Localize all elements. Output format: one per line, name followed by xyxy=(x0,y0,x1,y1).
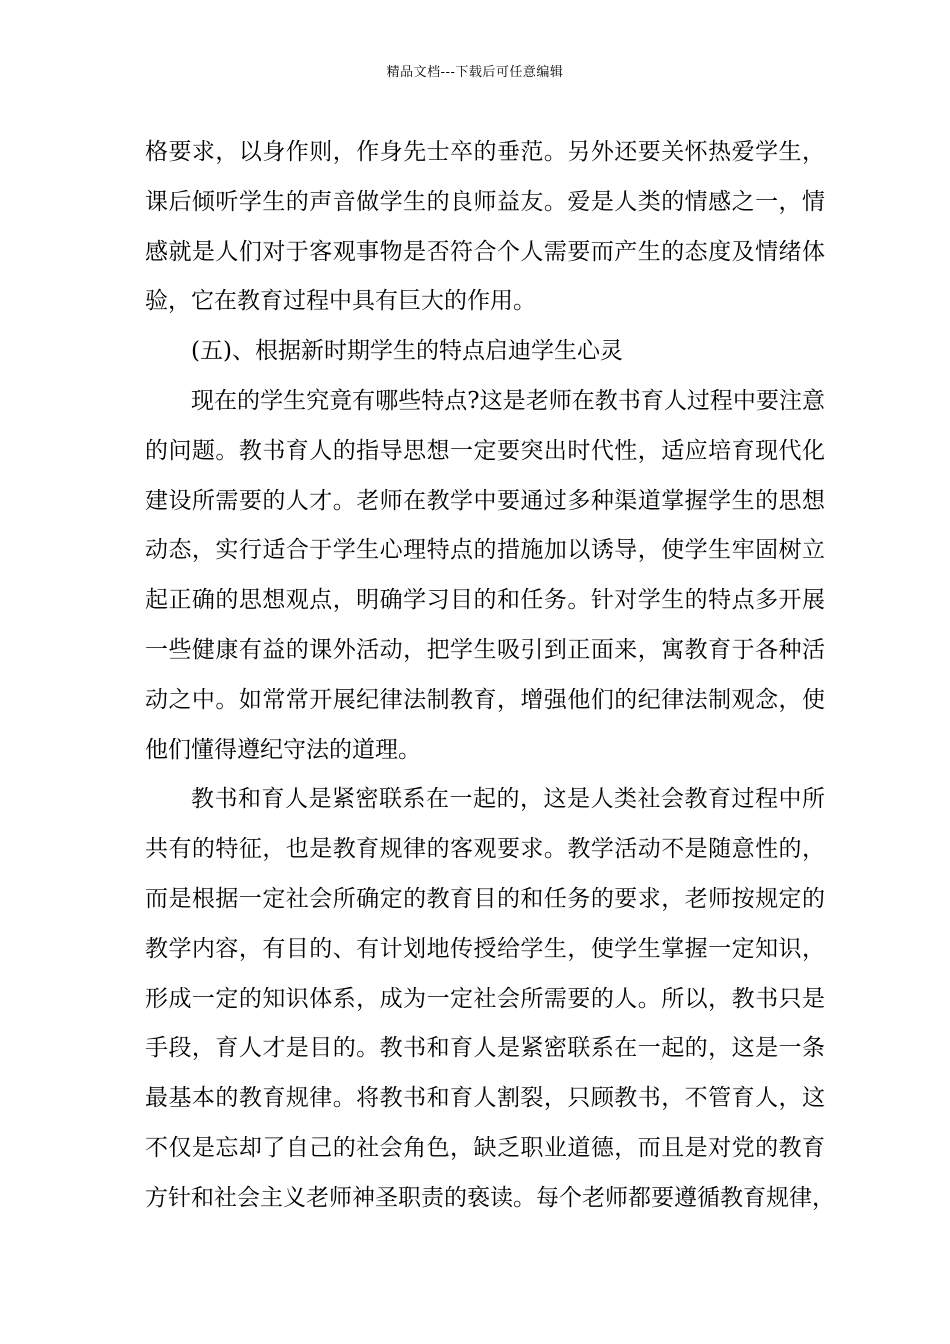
text-line: 最基本的教育规律。将教书和育人割裂，只顾教书，不管育人，这 xyxy=(145,1085,825,1112)
text-line: 感就是人们对于客观事物是否符合个人需要而产生的态度及情绪体 xyxy=(145,238,825,265)
text-line: 建设所需要的人才。老师在教学中要通过多种渠道掌握学生的思想 xyxy=(145,487,825,514)
text-line: 共有的特征，也是教育规律的客观要求。教学活动不是随意性的， xyxy=(145,836,825,863)
text-line: 课后倾听学生的声音做学生的良师益友。爱是人类的情感之一，情 xyxy=(145,188,825,215)
text-line: 动之中。如常常开展纪律法制教育，增强他们的纪律法制观念，使 xyxy=(145,686,825,713)
page-header: 精品文档---下载后可任意编辑 xyxy=(386,65,564,80)
text-line: 教学内容，有目的、有计划地传授给学生，使学生掌握一定知识， xyxy=(145,935,825,962)
text-line: 方针和社会主义老师神圣职责的亵读。每个老师都要遵循教育规律， xyxy=(145,1184,835,1211)
text-line: 现在的学生究竟有哪些特点?这是老师在教书育人过程中要注意 xyxy=(191,387,825,414)
text-line: 教书和育人是紧密联系在一起的，这是人类社会教育过程中所 xyxy=(191,786,825,813)
text-line: 一些健康有益的课外活动，把学生吸引到正面来，寓教育于各种活 xyxy=(145,636,825,663)
text-line: 手段，育人才是目的。教书和育人是紧密联系在一起的，这是一条 xyxy=(145,1035,825,1062)
text-line: 形成一定的知识体系，成为一定社会所需要的人。所以，教书只是 xyxy=(145,985,825,1012)
text-line: 验，它在教育过程中具有巨大的作用。 xyxy=(145,288,536,315)
text-line: 他们懂得遵纪守法的道理。 xyxy=(145,736,421,763)
document-body xyxy=(145,128,835,1224)
text-line: (五)、根据新时期学生的特点启迪学生心灵 xyxy=(191,338,623,365)
text-line: 的问题。教书育人的指导思想一定要突出时代性，适应培育现代化 xyxy=(145,437,825,464)
text-line: 起正确的思想观点，明确学习目的和任务。针对学生的特点多开展 xyxy=(145,587,825,614)
text-line: 而是根据一定社会所确定的教育目的和任务的要求，老师按规定的 xyxy=(145,885,825,912)
text-line: 不仅是忘却了自己的社会角色，缺乏职业道德，而且是对党的教育 xyxy=(145,1134,825,1161)
text-line: 格要求，以身作则，作身先士卒的垂范。另外还要关怀热爱学生， xyxy=(145,139,825,165)
text-line: 动态，实行适合于学生心理特点的措施加以诱导，使学生牢固树立 xyxy=(145,537,825,564)
